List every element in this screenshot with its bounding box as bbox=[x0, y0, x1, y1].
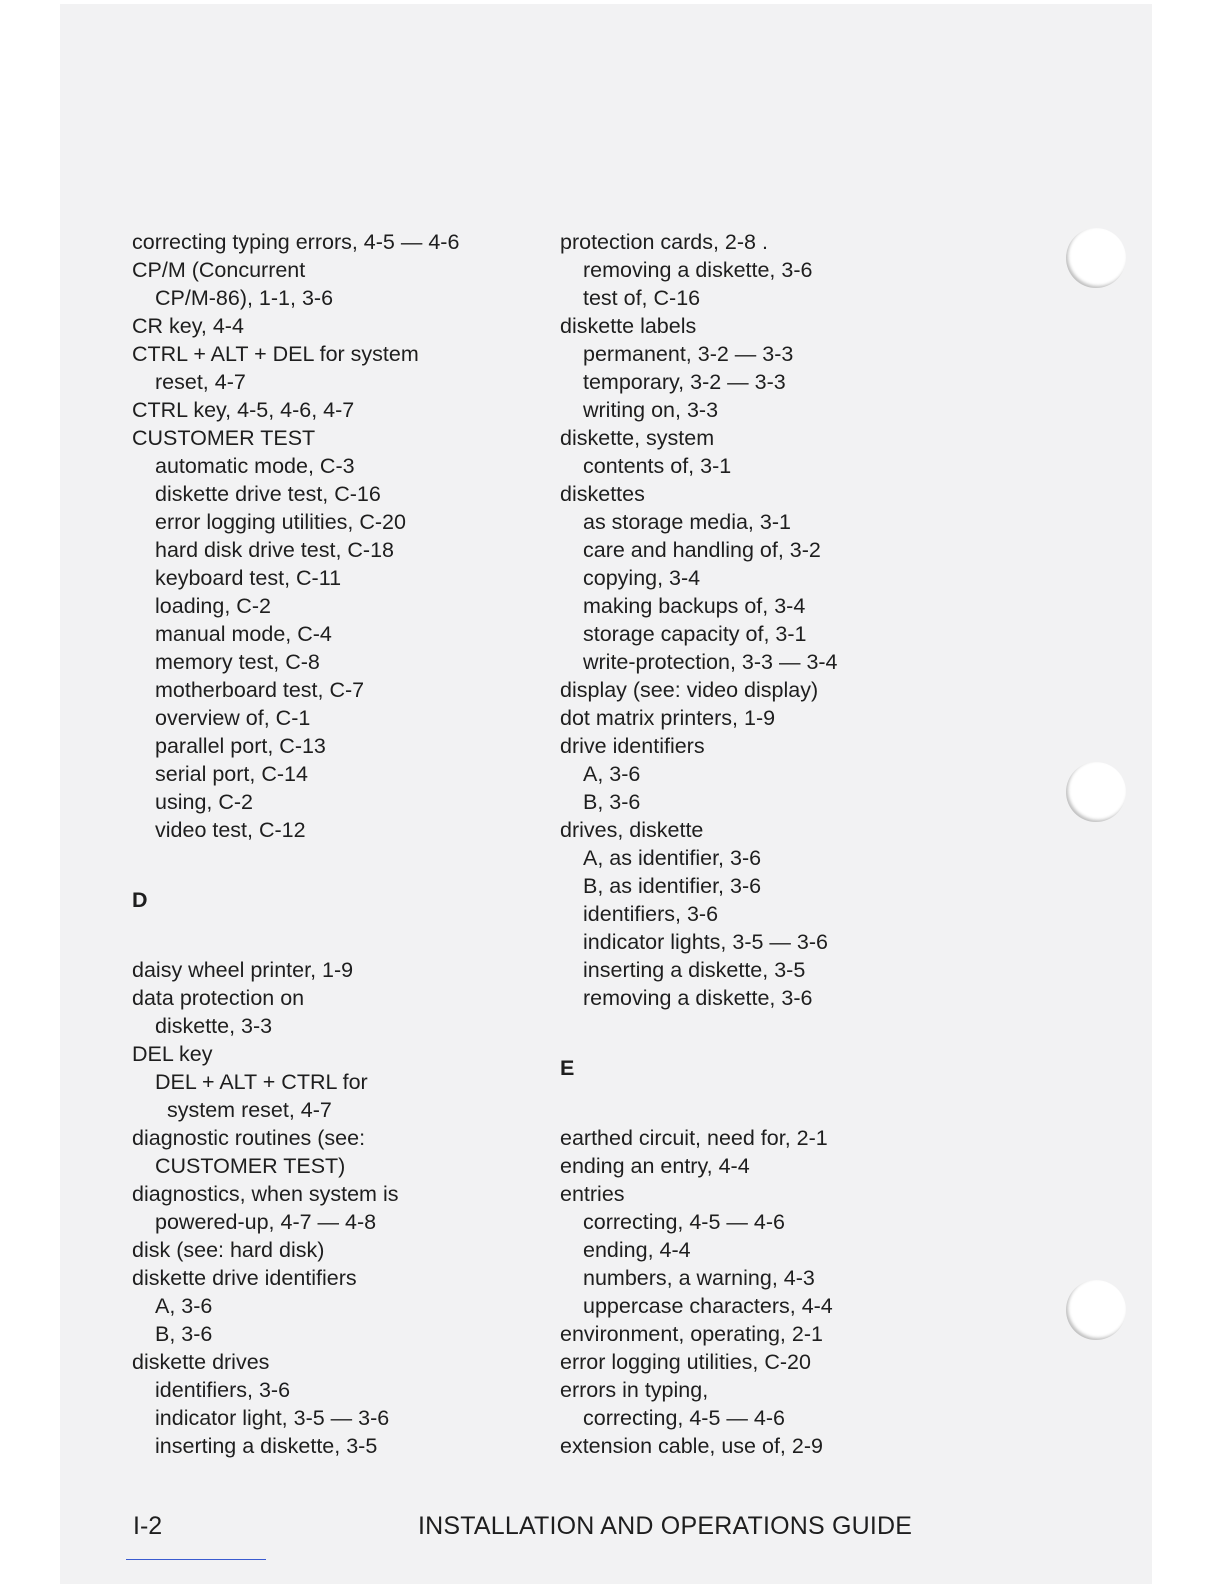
index-subentry: CP/M-86), 1-1, 3-6 bbox=[155, 286, 334, 310]
index-subentry: video test, C-12 bbox=[155, 818, 306, 842]
index-subentry: ending, 4-4 bbox=[583, 1238, 691, 1262]
index-subentry: diskette, 3-3 bbox=[155, 1014, 273, 1038]
index-subentry: DEL + ALT + CTRL for bbox=[155, 1070, 368, 1094]
index-subentry: making backups of, 3-4 bbox=[583, 594, 806, 618]
index-subentry: test of, C-16 bbox=[583, 286, 701, 310]
section-letter-e: E bbox=[560, 1056, 575, 1080]
index-entry: CP/M (Concurrent bbox=[132, 258, 306, 282]
right-entries-bottom bbox=[560, 1124, 980, 1460]
index-subentry: storage capacity of, 3-1 bbox=[583, 622, 807, 646]
index-entry: drives, diskette bbox=[560, 818, 704, 842]
index-entry: dot matrix printers, 1-9 bbox=[560, 706, 776, 730]
index-entry: diskette drives bbox=[132, 1350, 270, 1374]
index-subentry: keyboard test, C-11 bbox=[155, 566, 342, 590]
index-subentry: A, as identifier, 3-6 bbox=[583, 846, 762, 870]
index-subentry: contents of, 3-1 bbox=[583, 454, 732, 478]
right-entries-top bbox=[560, 228, 980, 1012]
index-entry: earthed circuit, need for, 2-1 bbox=[560, 1126, 828, 1150]
index-entry: diskette labels bbox=[560, 314, 697, 338]
index-subentry: copying, 3-4 bbox=[583, 566, 701, 590]
index-subentry: identifiers, 3-6 bbox=[583, 902, 719, 926]
index-subentry: automatic mode, C-3 bbox=[155, 454, 355, 478]
index-subentry: system reset, 4-7 bbox=[167, 1098, 332, 1122]
index-entry: CTRL key, 4-5, 4-6, 4-7 bbox=[132, 398, 355, 422]
left-entries-bottom bbox=[132, 956, 552, 1460]
index-subentry: motherboard test, C-7 bbox=[155, 678, 365, 702]
index-subentry: numbers, a warning, 4-3 bbox=[583, 1266, 815, 1290]
index-entry: diagnostics, when system is bbox=[132, 1182, 399, 1206]
index-entry: disk (see: hard disk) bbox=[132, 1238, 325, 1262]
section-gap bbox=[560, 1096, 980, 1124]
index-subentry: parallel port, C-13 bbox=[155, 734, 326, 758]
index-column-right bbox=[560, 228, 980, 1460]
index-entry: DEL key bbox=[132, 1042, 213, 1066]
index-subentry: permanent, 3-2 — 3-3 bbox=[583, 342, 794, 366]
index-entry: entries bbox=[560, 1182, 625, 1206]
index-subentry: diskette drive test, C-16 bbox=[155, 482, 381, 506]
index-subentry: A, 3-6 bbox=[155, 1294, 213, 1318]
index-subentry: manual mode, C-4 bbox=[155, 622, 332, 646]
index-subentry: indicator light, 3-5 — 3-6 bbox=[155, 1406, 390, 1430]
index-entry: CUSTOMER TEST bbox=[132, 426, 316, 450]
index-subentry: temporary, 3-2 — 3-3 bbox=[583, 370, 786, 394]
index-subentry: removing a diskette, 3-6 bbox=[583, 986, 813, 1010]
index-subentry: A, 3-6 bbox=[583, 762, 641, 786]
index-subentry: indicator lights, 3-5 — 3-6 bbox=[583, 930, 828, 954]
index-subentry: memory test, C-8 bbox=[155, 650, 320, 674]
index-subentry: write-protection, 3-3 — 3-4 bbox=[583, 650, 838, 674]
index-subentry: CUSTOMER TEST) bbox=[155, 1154, 346, 1178]
index-subentry: writing on, 3-3 bbox=[583, 398, 719, 422]
guide-title: INSTALLATION AND OPERATIONS GUIDE bbox=[418, 1512, 913, 1540]
index-subentry: B, 3-6 bbox=[583, 790, 641, 814]
index-subentry: correcting, 4-5 — 4-6 bbox=[583, 1210, 785, 1234]
index-entry: error logging utilities, C-20 bbox=[560, 1350, 811, 1374]
binder-hole-middle bbox=[1066, 762, 1126, 822]
index-subentry: care and handling of, 3-2 bbox=[583, 538, 821, 562]
index-subentry: as storage media, 3-1 bbox=[583, 510, 791, 534]
section-gap bbox=[132, 928, 552, 956]
index-entry: display (see: video display) bbox=[560, 678, 819, 702]
index-subentry: B, 3-6 bbox=[155, 1322, 213, 1346]
index-entry: diskette drive identifiers bbox=[132, 1266, 357, 1290]
page-number: I-2 bbox=[133, 1512, 163, 1540]
index-entry: errors in typing, bbox=[560, 1378, 709, 1402]
index-subentry: inserting a diskette, 3-5 bbox=[583, 958, 806, 982]
index-entry: CTRL + ALT + DEL for system bbox=[132, 342, 419, 366]
footer-rule bbox=[126, 1559, 266, 1560]
index-subentry: using, C-2 bbox=[155, 790, 253, 814]
section-gap bbox=[560, 1012, 980, 1040]
index-subentry: loading, C-2 bbox=[155, 594, 271, 618]
index-entry: drive identifiers bbox=[560, 734, 705, 758]
index-entry: correcting typing errors, 4-5 — 4-6 bbox=[132, 230, 460, 254]
index-entry: ending an entry, 4-4 bbox=[560, 1154, 750, 1178]
index-subentry: reset, 4-7 bbox=[155, 370, 246, 394]
index-subentry: uppercase characters, 4-4 bbox=[583, 1294, 833, 1318]
index-subentry: error logging utilities, C-20 bbox=[155, 510, 406, 534]
index-subentry: identifiers, 3-6 bbox=[155, 1378, 291, 1402]
index-subentry: hard disk drive test, C-18 bbox=[155, 538, 394, 562]
index-subentry: correcting, 4-5 — 4-6 bbox=[583, 1406, 785, 1430]
left-entries-top bbox=[132, 228, 552, 844]
index-entry: diskette, system bbox=[560, 426, 715, 450]
index-entry: protection cards, 2-8 . bbox=[560, 230, 768, 254]
binder-hole-bottom bbox=[1066, 1280, 1126, 1340]
index-subentry: serial port, C-14 bbox=[155, 762, 308, 786]
section-letter-d: D bbox=[132, 888, 148, 912]
index-entry: CR key, 4-4 bbox=[132, 314, 244, 338]
index-entry: environment, operating, 2-1 bbox=[560, 1322, 823, 1346]
index-entry: daisy wheel printer, 1-9 bbox=[132, 958, 354, 982]
index-entry: extension cable, use of, 2-9 bbox=[560, 1434, 823, 1458]
index-entry: diagnostic routines (see: bbox=[132, 1126, 366, 1150]
section-gap bbox=[132, 844, 552, 872]
binder-hole-top bbox=[1066, 228, 1126, 288]
index-column-left bbox=[132, 228, 552, 1460]
index-subentry: B, as identifier, 3-6 bbox=[583, 874, 762, 898]
index-subentry: inserting a diskette, 3-5 bbox=[155, 1434, 378, 1458]
index-entry: data protection on bbox=[132, 986, 305, 1010]
index-subentry: powered-up, 4-7 — 4-8 bbox=[155, 1210, 377, 1234]
index-subentry: overview of, C-1 bbox=[155, 706, 311, 730]
index-entry: diskettes bbox=[560, 482, 645, 506]
index-subentry: removing a diskette, 3-6 bbox=[583, 258, 813, 282]
